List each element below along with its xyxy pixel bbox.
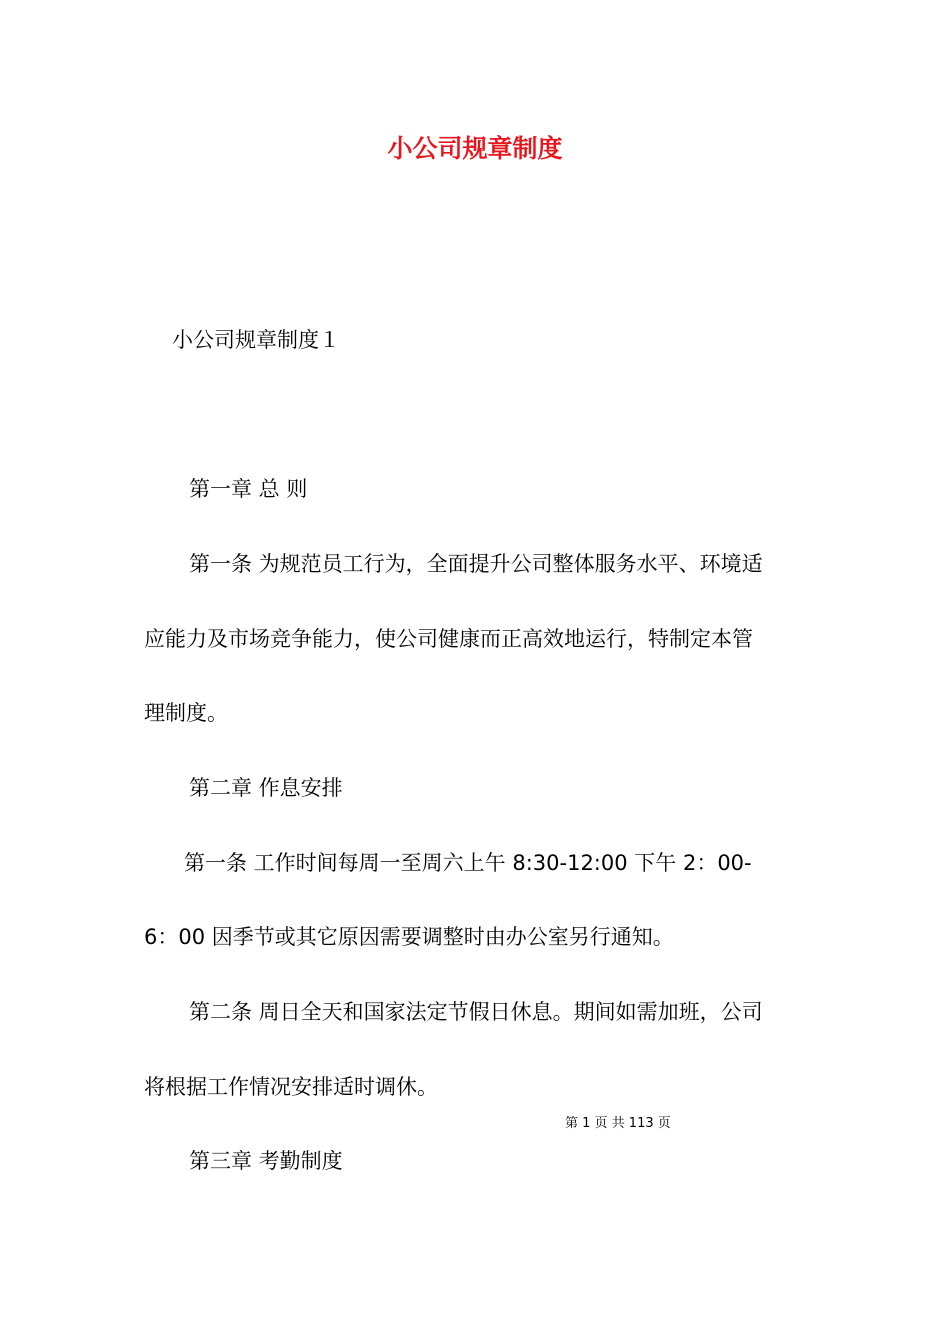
section-heading: 小公司规章制度１: [172, 328, 340, 352]
chapter-heading-2: 第二章 作息安排: [189, 776, 343, 800]
page-footer: 第 1 页 共 113 页: [565, 1116, 671, 1131]
paragraph-line: 理制度。: [144, 701, 228, 725]
paragraph-line: 将根据工作情况安排适时调休。: [144, 1075, 438, 1099]
paragraph-line: 应能力及市场竞争能力，使公司健康而正高效地运行，特制定本管: [144, 627, 753, 651]
document-title: 小公司规章制度: [387, 134, 563, 163]
paragraph-line: 第二条 周日全天和国家法定节假日休息。期间如需加班，公司: [189, 1000, 763, 1024]
paragraph-line: 第一条 工作时间每周一至周六上午 8:30-12:00 下午 2：00-: [184, 851, 752, 875]
chapter-heading-1: 第一章 总 则: [189, 477, 308, 501]
paragraph-line: 第一条 为规范员工行为，全面提升公司整体服务水平、环境适: [189, 552, 763, 576]
chapter-heading-3: 第三章 考勤制度: [189, 1149, 343, 1173]
paragraph-line: 6：00 因季节或其它原因需要调整时由办公室另行通知。: [144, 925, 674, 949]
